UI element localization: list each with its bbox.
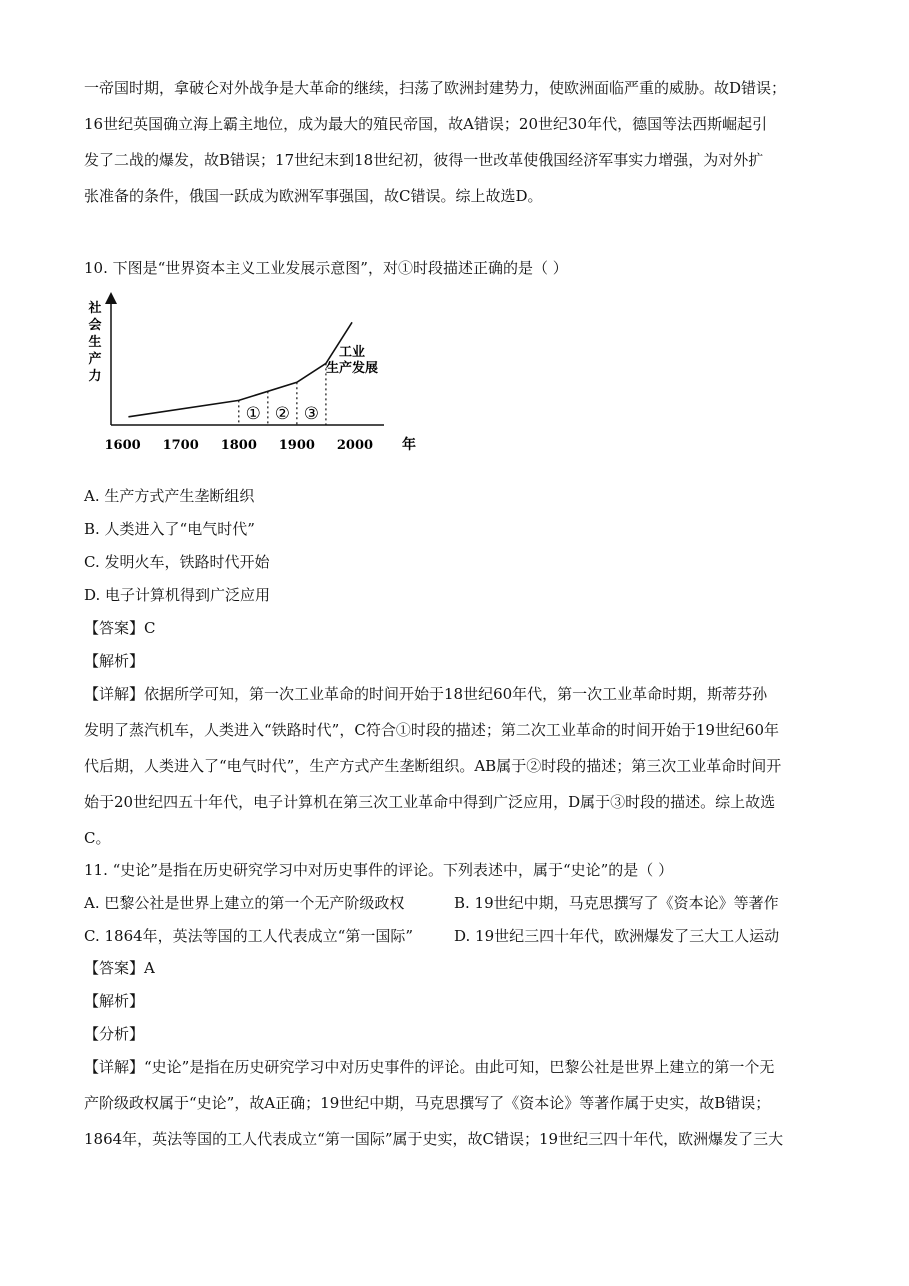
period-label: ② [274,404,290,424]
q11-option-a: A. 巴黎公社是世界上建立的第一个无产阶级政权 [84,894,405,912]
q10-detail-line: 始于20世纪四五十年代，电子计算机在第三次工业革命中得到广泛应用，D属于③时段的描述。综上故选 [84,793,776,811]
x-axis-unit: 年 [402,437,416,453]
x-tick-label: 1700 [162,438,199,453]
x-tick-label: 2000 [336,438,374,453]
q10-stem: 10. 下图是“世界资本主义工业发展示意图”，对①时段描述正确的是（ ） [84,259,568,277]
y-axis-label-char: 产 [88,352,102,367]
y-axis-label-char: 力 [88,369,102,384]
industrial-development-chart [84,292,424,462]
intro-line: 一帝国时期，拿破仑对外战争是大革命的继续，扫荡了欧洲封建势力，使欧洲面临严重的威胁。故D错误； [84,79,787,97]
q10-analysis-label: 【解析】 [84,652,145,670]
q11-answer: 【答案】A [84,959,155,977]
intro-line: 16世纪英国确立海上霸主地位，成为最大的殖民帝国，故A错误；20世纪30年代，德国等法西斯崛起引 [84,115,768,133]
q11-detail-line: 【详解】“史论”是指在历史研究学习中对历史事件的评论。由此可知，巴黎公社是世界上建立的第一个无 [84,1058,775,1076]
q11-analysis-sub: 【分析】 [84,1025,145,1043]
q11-option-d: D. 19世纪三四十年代，欧洲爆发了三大工人运动 [454,927,780,945]
period-label: ① [245,404,261,424]
intro-line: 发了二战的爆发，故B错误；17世纪末到18世纪初，彼得一世改革使俄国经济军事实力增强，为对外扩 [84,151,764,169]
series-label-part2: 生产发展 [325,361,379,376]
y-axis-label-char: 社 [88,301,102,316]
q11-detail-line: 1864年，英法等国的工人代表成立“第一国际”属于史实，故C错误；19世纪三四十年代，欧洲爆发了三大 [84,1130,784,1148]
q11-analysis-label: 【解析】 [84,992,145,1010]
q10-detail-line: 代后期，人类进入了“电气时代”，生产方式产生垄断组织。AB属于②时段的描述；第三次工业革命时间开 [84,757,782,775]
q10-detail-line: 发明了蒸汽机车，人类进入“铁路时代”，C符合①时段的描述；第二次工业革命的时间开始于19世纪60年 [84,721,779,739]
y-axis-label-char: 会 [88,318,102,333]
q11-stem: 11. “史论”是指在历史研究学习中对历史事件的评论。下列表述中，属于“史论”的是（ ） [84,861,674,879]
q11-detail-line: 产阶级政权属于“史论”，故A正确；19世纪中期，马克思撰写了《资本论》等著作属于史实，故B错误； [84,1094,771,1112]
y-axis-label [87,300,101,384]
q10-option-a: A. 生产方式产生垄断组织 [84,487,255,505]
q10-detail-line: 【详解】依据所学可知，第一次工业革命的时间开始于18世纪60年代，第一次工业革命时期，斯蒂芬孙 [84,685,768,703]
q10-option-c: C. 发明火车，铁路时代开始 [84,553,270,571]
q10-option-d: D. 电子计算机得到广泛应用 [84,586,271,604]
x-tick-labels [105,438,374,453]
x-tick-label: 1800 [220,438,257,453]
q10-option-b: B. 人类进入了“电气时代” [84,520,255,538]
series-line [128,322,352,416]
intro-line: 张准备的条件，俄国一跃成为欧洲军事强国，故C错误。综上故选D。 [84,187,543,205]
x-tick-label: 1900 [278,438,315,453]
x-tick-label: 1600 [104,438,141,453]
q11-option-c: C. 1864年，英法等国的工人代表成立“第一国际” [84,927,413,945]
q11-option-b: B. 19世纪中期，马克思撰写了《资本论》等著作 [454,894,779,912]
q10-detail-line: C。 [84,829,111,847]
y-axis-label-char: 生 [88,335,102,350]
period-label: ③ [303,404,320,424]
series-label-part1: 工业 [338,345,366,360]
q10-answer: 【答案】C [84,619,156,637]
